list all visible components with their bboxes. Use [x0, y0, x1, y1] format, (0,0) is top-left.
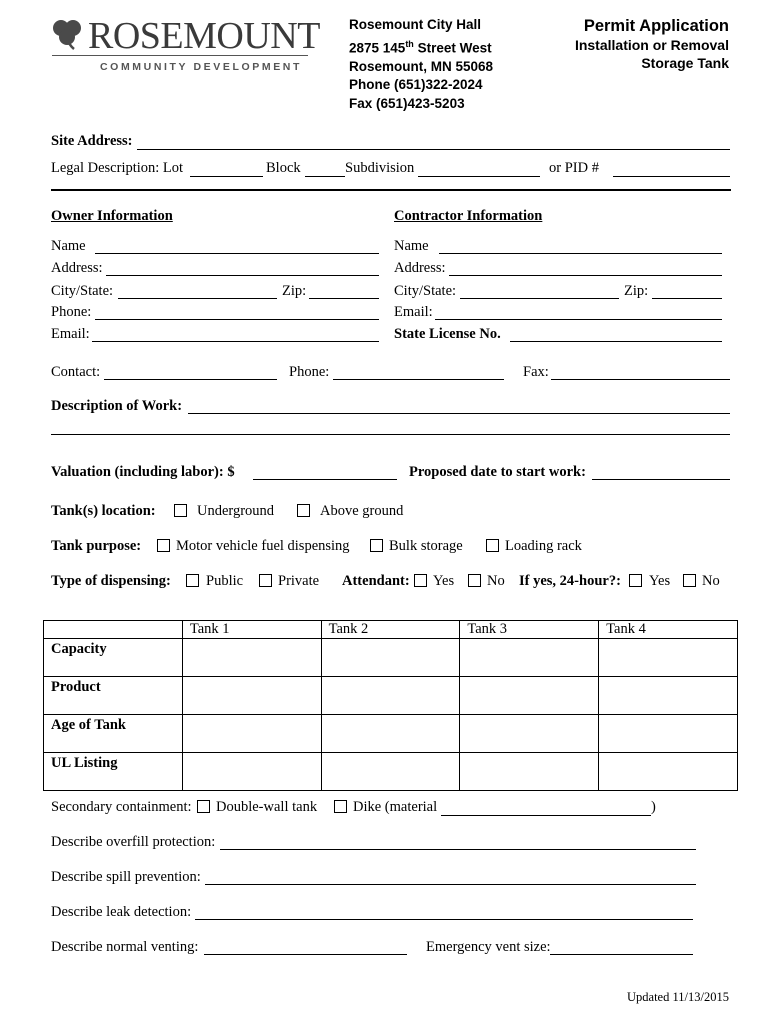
attendant-label: Attendant:: [342, 573, 410, 589]
ul-tank-2-cell[interactable]: [321, 753, 460, 791]
product-tank-3-cell[interactable]: [460, 677, 599, 715]
dispensing-label: Type of dispensing:: [51, 573, 171, 589]
legal-desc-label: Legal Description: Lot: [51, 160, 184, 176]
table-row: [44, 677, 738, 715]
dike-material-field[interactable]: [441, 815, 651, 816]
overfill-label: Describe overfill protection:: [51, 834, 216, 850]
product-tank-4-cell[interactable]: [599, 677, 738, 715]
address-line-3: Rosemount, MN 55068: [349, 58, 494, 74]
owner-name-field[interactable]: [95, 253, 379, 254]
private-checkbox[interactable]: [259, 574, 272, 587]
owner-phone-label: Phone:: [51, 304, 92, 320]
start-date-label: Proposed date to start work:: [409, 464, 586, 480]
owner-zip-label: Zip:: [282, 283, 307, 299]
capacity-tank-2-cell[interactable]: [321, 639, 460, 677]
leak-field[interactable]: [195, 919, 693, 920]
block-field[interactable]: [305, 176, 345, 177]
owner-phone-field[interactable]: [95, 319, 379, 320]
motor-vehicle-checkbox[interactable]: [157, 539, 170, 552]
table-corner-cell: [44, 621, 183, 639]
dike-checkbox[interactable]: [334, 800, 347, 813]
valuation-label: Valuation (including labor): $: [51, 464, 235, 480]
bulk-storage-checkbox[interactable]: [370, 539, 383, 552]
age-tank-3-cell[interactable]: [460, 715, 599, 753]
capacity-tank-3-cell[interactable]: [460, 639, 599, 677]
fax-field[interactable]: [551, 379, 730, 380]
site-address-field[interactable]: [137, 149, 730, 150]
underground-checkbox[interactable]: [174, 504, 187, 517]
product-tank-1-cell[interactable]: [182, 677, 321, 715]
dike-label: Dike (material: [353, 799, 438, 815]
attendant-yes-label: Yes: [433, 573, 455, 589]
row-label-age: Age of Tank: [44, 715, 183, 753]
venting-label: Describe normal venting:: [51, 939, 199, 955]
subdivision-label: Subdivision: [345, 160, 415, 176]
city-hall-address: [349, 16, 493, 113]
start-date-field[interactable]: [592, 479, 730, 480]
column-tank-2: Tank 2: [321, 621, 460, 639]
private-label: Private: [278, 573, 320, 589]
attendant-no-checkbox[interactable]: [468, 574, 481, 587]
contractor-citystate-field[interactable]: [460, 298, 619, 299]
updated-date: Updated 11/13/2015: [627, 990, 729, 1004]
owner-heading: Owner Information: [51, 208, 173, 224]
above-ground-label: Above ground: [320, 503, 404, 519]
row-label-ul-listing: UL Listing: [44, 753, 183, 791]
section-divider: [51, 189, 731, 191]
spill-field[interactable]: [205, 884, 696, 885]
contact-field[interactable]: [104, 379, 277, 380]
double-wall-checkbox[interactable]: [197, 800, 210, 813]
24-hour-yes-label: Yes: [649, 573, 671, 589]
lot-field[interactable]: [190, 176, 263, 177]
address-phone: Phone (651)322-2024: [349, 77, 483, 92]
block-label: Block: [266, 160, 301, 176]
owner-citystate-label: City/State:: [51, 283, 114, 299]
loading-rack-checkbox[interactable]: [486, 539, 499, 552]
tank-location-label: Tank(s) location:: [51, 503, 156, 519]
contractor-heading: Contractor Information: [394, 208, 543, 224]
24-hour-no-checkbox[interactable]: [683, 574, 696, 587]
spill-label: Describe spill prevention:: [51, 869, 201, 885]
24-hour-no-label: No: [702, 573, 720, 589]
pid-label: or PID #: [549, 160, 599, 176]
capacity-tank-1-cell[interactable]: [182, 639, 321, 677]
24-hour-yes-checkbox[interactable]: [629, 574, 642, 587]
table-row: [44, 753, 738, 791]
contractor-citystate-label: City/State:: [394, 283, 457, 299]
contractor-zip-label: Zip:: [624, 283, 649, 299]
ul-tank-3-cell[interactable]: [460, 753, 599, 791]
contractor-email-field[interactable]: [435, 319, 722, 320]
contractor-name-field[interactable]: [439, 253, 722, 254]
address-line-1: Rosemount City Hall: [349, 17, 482, 32]
public-label: Public: [206, 573, 244, 589]
contractor-name-label: Name: [394, 238, 429, 254]
tank-details-table: [43, 620, 738, 791]
attendant-no-label: No: [487, 573, 505, 589]
owner-email-label: Email:: [51, 326, 90, 342]
state-license-label: State License No.: [394, 326, 501, 342]
24-hour-label: If yes, 24-hour?:: [519, 573, 621, 589]
leak-label: Describe leak detection:: [51, 904, 192, 920]
title-line-1: Permit Application: [583, 17, 729, 35]
contractor-zip-field[interactable]: [652, 298, 722, 299]
age-tank-1-cell[interactable]: [182, 715, 321, 753]
owner-name-label: Name: [51, 238, 86, 254]
age-tank-2-cell[interactable]: [321, 715, 460, 753]
table-row: [44, 639, 738, 677]
contact-phone-label: Phone:: [289, 364, 330, 380]
description-label: Description of Work:: [51, 398, 183, 414]
contractor-address-field[interactable]: [449, 275, 722, 276]
owner-email-field[interactable]: [92, 341, 379, 342]
table-row: [44, 715, 738, 753]
owner-address-field[interactable]: [106, 275, 379, 276]
contact-phone-field[interactable]: [333, 379, 504, 380]
tank-purpose-label: Tank purpose:: [51, 538, 142, 554]
dike-close-paren: ): [651, 799, 656, 815]
table-header-row: [44, 621, 738, 639]
owner-zip-field[interactable]: [309, 298, 379, 299]
description-field-1[interactable]: [188, 413, 730, 414]
column-tank-3: Tank 3: [460, 621, 599, 639]
description-field-2[interactable]: [51, 434, 730, 435]
column-tank-1: Tank 1: [182, 621, 321, 639]
valuation-field[interactable]: [253, 479, 397, 480]
overfill-field[interactable]: [220, 849, 696, 850]
emergency-vent-field[interactable]: [550, 954, 693, 955]
venting-field[interactable]: [204, 954, 407, 955]
above-ground-checkbox[interactable]: [297, 504, 310, 517]
attendant-yes-checkbox[interactable]: [414, 574, 427, 587]
underground-label: Underground: [197, 503, 275, 519]
owner-citystate-field[interactable]: [118, 298, 277, 299]
row-label-product: Product: [44, 677, 183, 715]
logo-tagline: COMMUNITY DEVELOPMENT: [100, 61, 302, 73]
form-title: [575, 17, 729, 73]
subdivision-field[interactable]: [418, 176, 540, 177]
fax-label: Fax:: [523, 364, 549, 380]
double-wall-label: Double-wall tank: [216, 799, 318, 815]
title-line-3: Storage Tank: [641, 55, 729, 71]
contractor-email-label: Email:: [394, 304, 433, 320]
contact-label: Contact:: [51, 364, 101, 380]
logo-name: ROSEMOUNT: [88, 15, 320, 57]
age-tank-4-cell[interactable]: [599, 715, 738, 753]
site-address-label: Site Address:: [51, 133, 133, 149]
shamrock-icon: [50, 18, 84, 50]
product-tank-2-cell[interactable]: [321, 677, 460, 715]
owner-address-label: Address:: [51, 260, 103, 276]
title-line-2: Installation or Removal: [574, 36, 729, 53]
secondary-containment-label: Secondary containment:: [51, 799, 192, 815]
ul-tank-4-cell[interactable]: [599, 753, 738, 791]
ul-tank-1-cell[interactable]: [182, 753, 321, 791]
pid-field[interactable]: [613, 176, 730, 177]
contractor-address-label: Address:: [394, 260, 446, 276]
address-line-2: 2875 145th Street West: [349, 38, 492, 55]
bulk-storage-label: Bulk storage: [389, 538, 463, 554]
motor-vehicle-label: Motor vehicle fuel dispensing: [176, 538, 350, 554]
capacity-tank-4-cell[interactable]: [599, 639, 738, 677]
row-label-capacity: Capacity: [44, 639, 183, 677]
public-checkbox[interactable]: [186, 574, 199, 587]
column-tank-4: Tank 4: [599, 621, 738, 639]
address-fax: Fax (651)423-5203: [349, 95, 465, 111]
loading-rack-label: Loading rack: [505, 538, 582, 554]
state-license-field[interactable]: [510, 341, 722, 342]
emergency-vent-label: Emergency vent size:: [426, 939, 551, 955]
logo-divider: [52, 55, 308, 56]
